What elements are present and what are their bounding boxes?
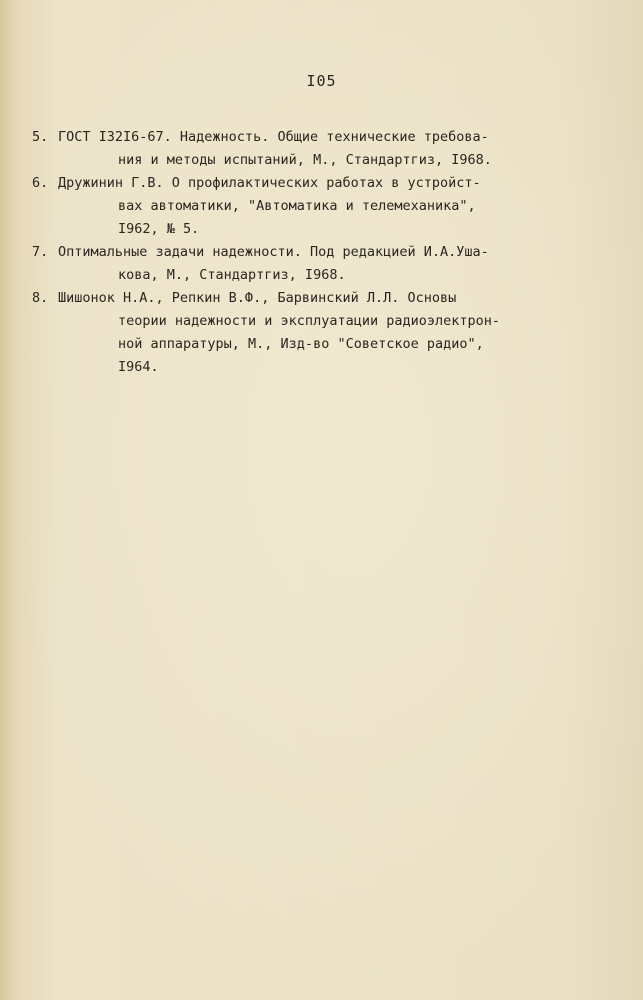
reference-line: Дружинин Г.В. О профилактических работах в устройст- bbox=[58, 175, 481, 191]
reference-line: ния и методы испытаний, М., Стандартгиз, I968. bbox=[118, 152, 492, 168]
reference-line: теории надежности и эксплуатации радиоэлектрон- bbox=[118, 313, 501, 329]
reference-text bbox=[58, 126, 592, 172]
reference-number: 5. bbox=[32, 129, 49, 145]
reference-line: Оптимальные задачи надежности. Под редакцией И.А.Уша- bbox=[58, 244, 489, 260]
reference-line: ГОСТ I32I6-67. Надежность. Общие технические требова- bbox=[58, 129, 489, 145]
page-number: I05 bbox=[306, 72, 337, 90]
reference-line: ной аппаратуры, М., Изд-во "Советское радио", bbox=[118, 336, 484, 352]
reference-line: I962, № 5. bbox=[118, 221, 200, 237]
reference-text bbox=[58, 172, 592, 241]
reference-number: 8. bbox=[32, 290, 49, 306]
reference-item-5 bbox=[32, 126, 592, 172]
reference-line: Шишонок Н.А., Репкин В.Ф., Барвинский Л.Л. Основы bbox=[58, 290, 457, 306]
reference-text bbox=[58, 241, 592, 287]
reference-list bbox=[32, 126, 592, 379]
reference-number: 6. bbox=[32, 175, 49, 191]
reference-line: I964. bbox=[118, 359, 159, 375]
reference-line: кова, М., Стандартгиз, I968. bbox=[118, 267, 346, 283]
reference-item-7 bbox=[32, 241, 592, 287]
reference-item-6 bbox=[32, 172, 592, 241]
reference-item-8 bbox=[32, 287, 592, 379]
reference-number: 7. bbox=[32, 244, 49, 260]
reference-text bbox=[58, 287, 592, 379]
reference-line: вах автоматики, "Автоматика и телемеханика", bbox=[118, 198, 476, 214]
